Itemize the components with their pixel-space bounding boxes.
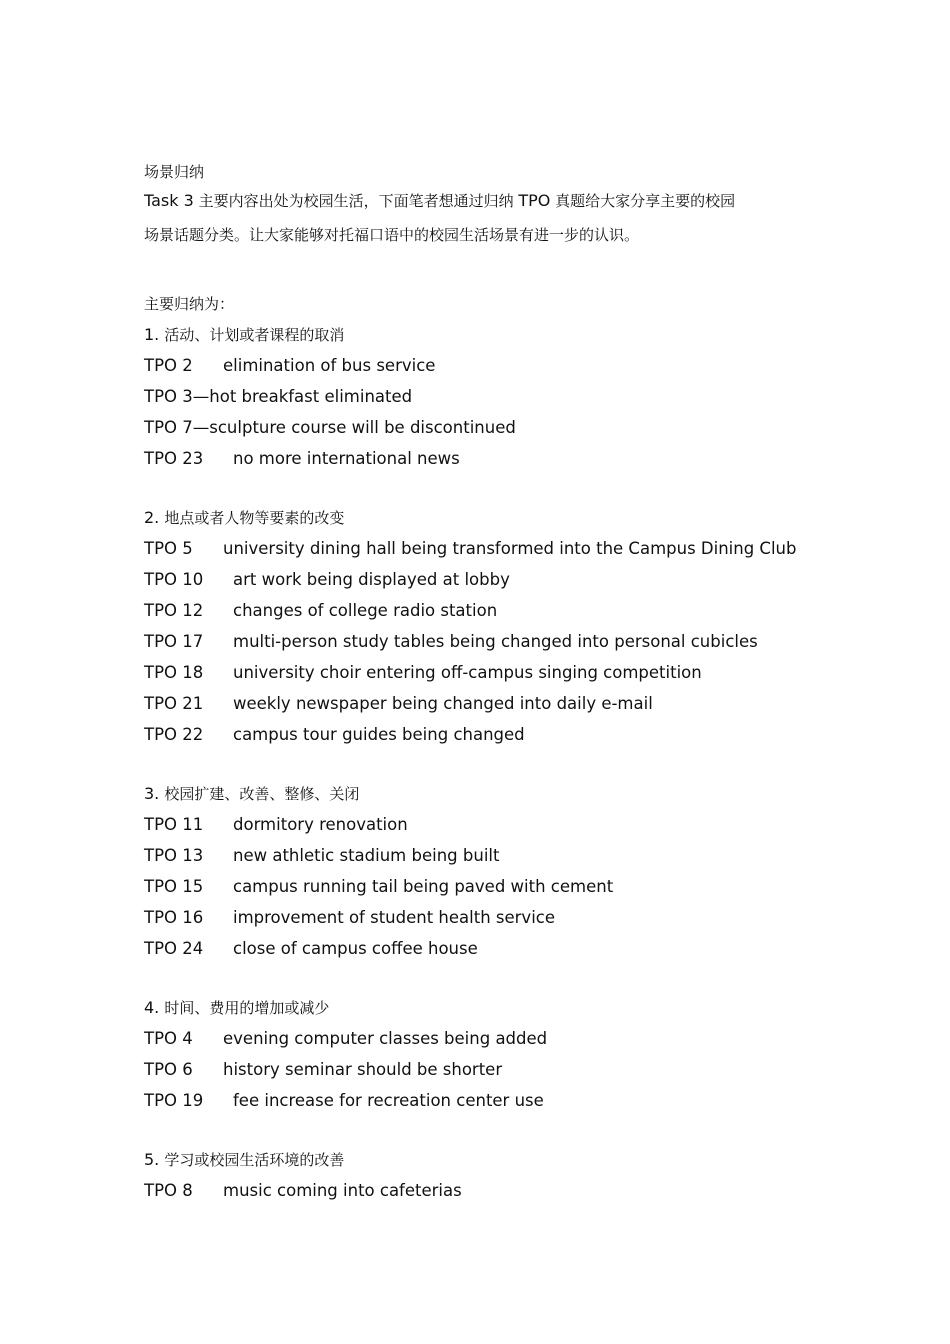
category-section xyxy=(144,1144,824,1206)
category-section xyxy=(144,319,824,474)
summary-label: 主要归纳为： xyxy=(144,295,235,313)
category-number: 5. xyxy=(144,1150,165,1169)
list-item xyxy=(144,626,824,657)
category-title xyxy=(144,502,824,533)
item-description: hot breakfast eliminated xyxy=(209,387,413,406)
item-description: elimination of bus service xyxy=(223,356,436,375)
list-item xyxy=(144,1175,824,1206)
list-item xyxy=(144,933,824,964)
item-description: music coming into cafeterias xyxy=(223,1181,462,1200)
category-section xyxy=(144,992,824,1116)
tpo-label: TPO 12 xyxy=(144,601,204,620)
item-description: dormitory renovation xyxy=(233,815,408,834)
list-item xyxy=(144,871,824,902)
list-item xyxy=(144,809,824,840)
list-item xyxy=(144,533,824,564)
tpo-label: TPO 23 xyxy=(144,449,204,468)
list-item xyxy=(144,1054,824,1085)
list-item xyxy=(144,412,824,443)
category-title xyxy=(144,1144,824,1175)
tpo-label: TPO 13 xyxy=(144,846,204,865)
tpo-label: TPO 4 xyxy=(144,1029,193,1048)
tpo-label: TPO 19 xyxy=(144,1091,204,1110)
list-item xyxy=(144,657,824,688)
item-description: close of campus coffee house xyxy=(233,939,478,958)
list-item xyxy=(144,719,824,750)
category-title-text: 时间、费用的增加或减少 xyxy=(164,999,330,1017)
item-description: changes of college radio station xyxy=(233,601,498,620)
tpo-label: TPO 5 xyxy=(144,539,193,558)
document-page xyxy=(144,160,824,1206)
category-number: 1. xyxy=(144,325,165,344)
intro-paragraph xyxy=(144,184,824,252)
tpo-label: TPO 16 xyxy=(144,908,204,927)
category-number: 2. xyxy=(144,508,165,527)
category-title xyxy=(144,319,824,350)
category-number: 3. xyxy=(144,784,165,803)
tpo-label: TPO 10 xyxy=(144,570,204,589)
item-description: campus tour guides being changed xyxy=(233,725,525,744)
intro-text-a: 主要内容出处为校园生活，下面笔者想通过归纳 xyxy=(193,192,519,210)
dash-separator: — xyxy=(192,418,210,437)
tpo-label: TPO 22 xyxy=(144,725,204,744)
list-item xyxy=(144,595,824,626)
tpo-label: TPO 21 xyxy=(144,694,204,713)
tpo-label: TPO 11 xyxy=(144,815,204,834)
list-item xyxy=(144,443,824,474)
item-description: art work being displayed at lobby xyxy=(233,570,510,589)
intro-tpo-label: TPO xyxy=(518,191,551,210)
item-description: history seminar should be shorter xyxy=(223,1060,503,1079)
list-item xyxy=(144,902,824,933)
item-description: fee increase for recreation center use xyxy=(233,1091,544,1110)
intro-task-label: Task 3 xyxy=(144,191,194,210)
list-item xyxy=(144,564,824,595)
item-description: evening computer classes being added xyxy=(223,1029,548,1048)
intro-text-c: 场景话题分类。让大家能够对托福口语中的校园生活场景有进一步的认识。 xyxy=(144,226,640,244)
tpo-label: TPO 2 xyxy=(144,356,193,375)
tpo-label: TPO 3 xyxy=(144,387,193,406)
list-item xyxy=(144,1023,824,1054)
tpo-label: TPO 24 xyxy=(144,939,204,958)
item-description: sculpture course will be discontinued xyxy=(209,418,516,437)
item-description: university dining hall being transformed into the Campus Dining Club xyxy=(223,539,797,558)
item-description: multi-person study tables being changed into personal cubicles xyxy=(233,632,758,651)
dash-separator: — xyxy=(192,387,210,406)
category-title-text: 地点或者人物等要素的改变 xyxy=(164,509,345,527)
category-title-text: 活动、计划或者课程的取消 xyxy=(164,326,345,344)
category-title xyxy=(144,778,824,809)
item-description: university choir entering off-campus singing competition xyxy=(233,663,702,682)
category-section xyxy=(144,502,824,750)
item-description: campus running tail being paved with cement xyxy=(233,877,614,896)
list-item xyxy=(144,381,824,412)
tpo-label: TPO 15 xyxy=(144,877,204,896)
category-title-text: 学习或校园生活环境的改善 xyxy=(164,1151,345,1169)
intro-text-b: 真题给大家分享主要的校园 xyxy=(550,192,736,210)
category-title-text: 校园扩建、改善、整修、关闭 xyxy=(164,785,360,803)
page-heading: 场景归纳 xyxy=(144,163,205,181)
category-list xyxy=(144,319,824,1206)
item-description: improvement of student health service xyxy=(233,908,556,927)
category-section xyxy=(144,778,824,964)
list-item xyxy=(144,350,824,381)
tpo-label: TPO 6 xyxy=(144,1060,193,1079)
tpo-label: TPO 8 xyxy=(144,1181,193,1200)
category-number: 4. xyxy=(144,998,165,1017)
tpo-label: TPO 18 xyxy=(144,663,204,682)
list-item xyxy=(144,688,824,719)
item-description: no more international news xyxy=(233,449,460,468)
tpo-label: TPO 17 xyxy=(144,632,204,651)
item-description: new athletic stadium being built xyxy=(233,846,500,865)
list-item xyxy=(144,840,824,871)
list-item xyxy=(144,1085,824,1116)
tpo-label: TPO 7 xyxy=(144,418,193,437)
category-title xyxy=(144,992,824,1023)
item-description: weekly newspaper being changed into daily e-mail xyxy=(233,694,653,713)
